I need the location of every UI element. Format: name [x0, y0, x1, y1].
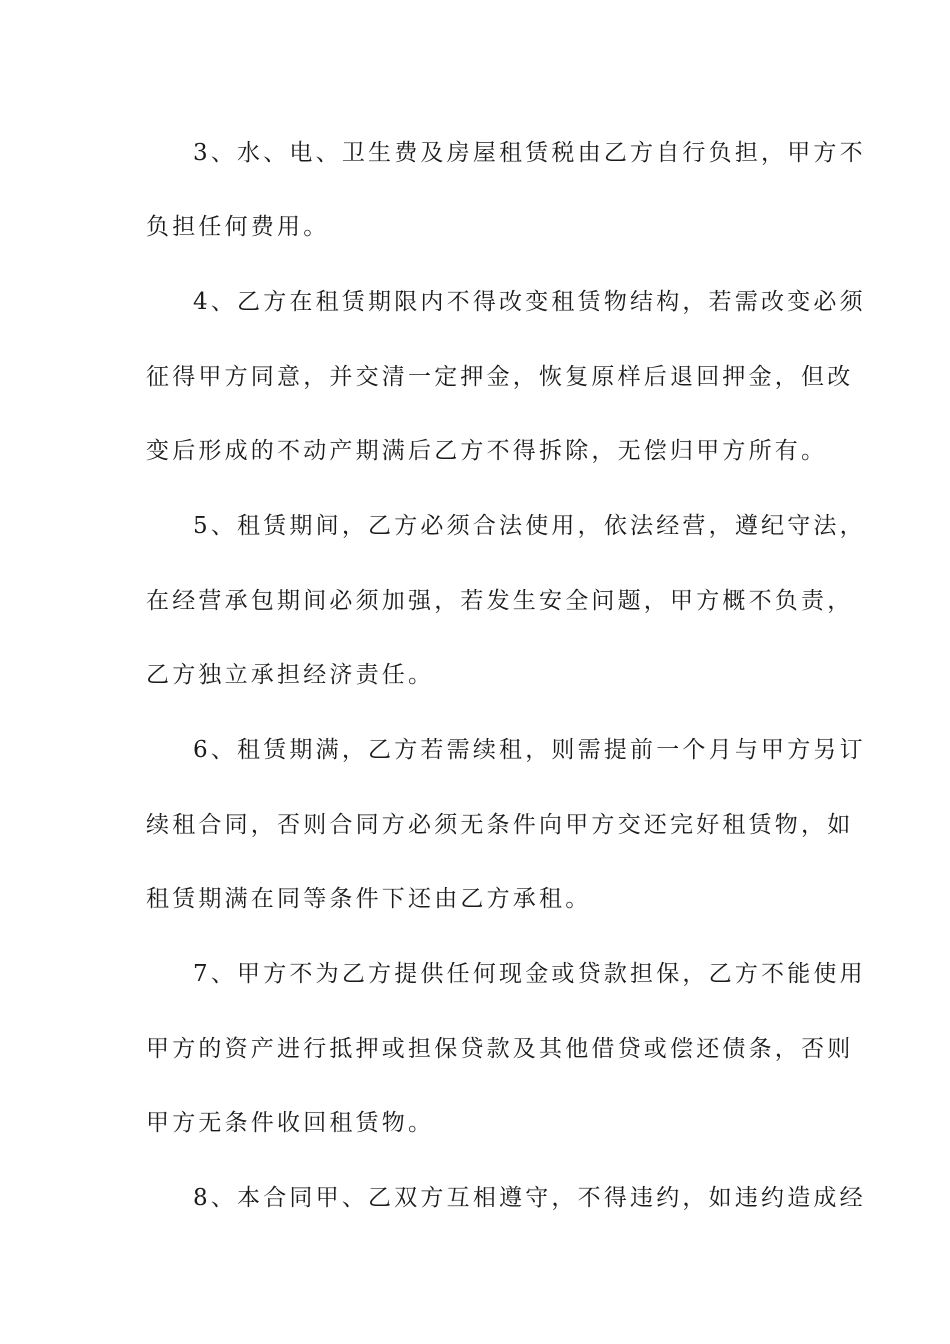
clause-5-line-3: 乙方独立承担经济责任。 — [146, 662, 435, 688]
clause-3-line-1: 3、水、电、卫生费及房屋租赁税由乙方自行负担，甲方不 — [193, 140, 866, 166]
clause-8-line-1: 8、本合同甲、乙双方互相遵守，不得违约，如违约造成经 — [193, 1185, 866, 1211]
clause-5-line-1: 5、租赁期间，乙方必须合法使用，依法经营，遵纪守法， — [193, 513, 866, 539]
clause-6-line-2: 续租合同，否则合同方必须无条件向甲方交还完好租赁物，如 — [146, 812, 854, 838]
clause-5-line-2: 在经营承包期间必须加强，若发生安全问题，甲方概不负责， — [146, 588, 854, 614]
clause-7-line-1: 7、甲方不为乙方提供任何现金或贷款担保，乙方不能使用 — [193, 961, 866, 987]
clause-4-line-1: 4、乙方在租赁期限内不得改变租赁物结构，若需改变必须 — [193, 289, 866, 315]
clause-4-line-2: 征得甲方同意，并交清一定押金，恢复原样后退回押金，但改 — [146, 364, 854, 390]
clause-4-line-3: 变后形成的不动产期满后乙方不得拆除，无偿归甲方所有。 — [146, 438, 828, 464]
clause-6-line-3: 租赁期满在同等条件下还由乙方承租。 — [146, 886, 592, 912]
clause-6-line-1: 6、租赁期满，乙方若需续租，则需提前一个月与甲方另订 — [193, 737, 866, 763]
clause-3-line-2: 负担任何费用。 — [146, 214, 330, 240]
clause-7-line-2: 甲方的资产进行抵押或担保贷款及其他借贷或偿还债条，否则 — [146, 1036, 854, 1062]
clause-7-line-3: 甲方无条件收回租赁物。 — [146, 1110, 435, 1136]
